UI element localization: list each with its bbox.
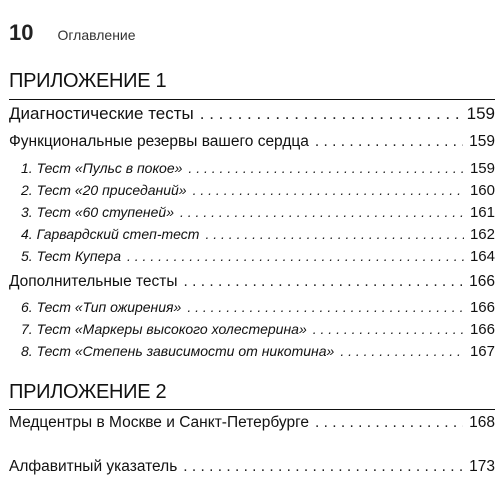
toc-subentry: [21, 182, 495, 199]
toc-entry: [9, 414, 495, 432]
toc-subentry: [21, 248, 495, 265]
page-number: 10: [9, 20, 34, 45]
appendix-1-title: ПРИЛОЖЕНИЕ 1: [9, 70, 167, 92]
toc-entry-label: Алфавитный указатель: [9, 458, 178, 475]
toc-entry-label: Медцентры в Москве и Санкт-Петербурге: [9, 414, 310, 431]
dot-leader: [313, 321, 464, 337]
toc-subentry: [21, 299, 495, 316]
toc-entry-label: 7. Тест «Маркеры высокого холестерина»: [21, 321, 307, 337]
dot-leader: [183, 458, 463, 476]
dot-leader: [200, 104, 461, 124]
dot-leader: [315, 414, 463, 432]
toc-entry-page: 168: [469, 414, 495, 431]
toc-entry-page: 173: [469, 458, 495, 475]
dot-leader: [184, 273, 464, 291]
toc-subentry: [21, 204, 495, 221]
dot-leader: [340, 343, 464, 359]
appendix-2-title: ПРИЛОЖЕНИЕ 2: [9, 381, 167, 403]
running-title: Оглавление: [57, 27, 136, 43]
toc-entry-label: 3. Тест «60 ступеней»: [21, 204, 174, 220]
toc-entry: [9, 133, 495, 151]
toc-subentry: [21, 226, 495, 243]
toc-entry-label: 8. Тест «Степень зависимости от никотина»: [21, 343, 335, 359]
dot-leader: [188, 160, 464, 176]
page-header: [9, 20, 136, 46]
appendix-2-rule: [9, 409, 495, 410]
toc-entry-page: 159: [469, 133, 495, 150]
toc-entry-label: Функциональные резервы вашего сердца: [9, 133, 309, 150]
appendix-1-rule: [9, 99, 495, 100]
toc-subentry: [21, 160, 495, 177]
toc-entry-label: 1. Тест «Пульс в покое»: [21, 160, 183, 176]
toc-entry-page: 166: [469, 273, 495, 290]
toc-subentry: [21, 343, 495, 360]
toc-entry-page: 162: [469, 226, 495, 243]
toc-entry-label: Диагностические тесты: [9, 104, 194, 123]
toc-entry-page: 166: [469, 299, 495, 316]
dot-leader: [193, 182, 464, 198]
toc-entry-label: 6. Тест «Тип ожирения»: [21, 299, 182, 315]
toc-entry-page: 164: [469, 248, 495, 265]
dot-leader: [315, 133, 463, 151]
toc-entry: [9, 273, 495, 291]
toc-entry-page: 166: [469, 321, 495, 338]
dot-leader: [187, 299, 464, 315]
toc-entry-label: 2. Тест «20 приседаний»: [21, 182, 187, 198]
toc-entry-label: 5. Тест Купера: [21, 248, 121, 264]
toc-entry-page: 159: [469, 160, 495, 177]
toc-entry-label: Дополнительные тесты: [9, 273, 178, 290]
toc-entry-page: 160: [469, 182, 495, 199]
toc-entry-page: 159: [466, 104, 495, 123]
toc-entry-label: 4. Гарвардский степ-тест: [21, 226, 200, 242]
dot-leader: [180, 204, 464, 220]
toc-entry-page: 167: [469, 343, 495, 360]
toc-entry-page: 161: [469, 204, 495, 221]
dot-leader: [127, 248, 464, 264]
toc-entry: [9, 104, 495, 124]
toc-entry-index: [9, 458, 495, 476]
dot-leader: [205, 226, 464, 242]
toc-subentry: [21, 321, 495, 338]
